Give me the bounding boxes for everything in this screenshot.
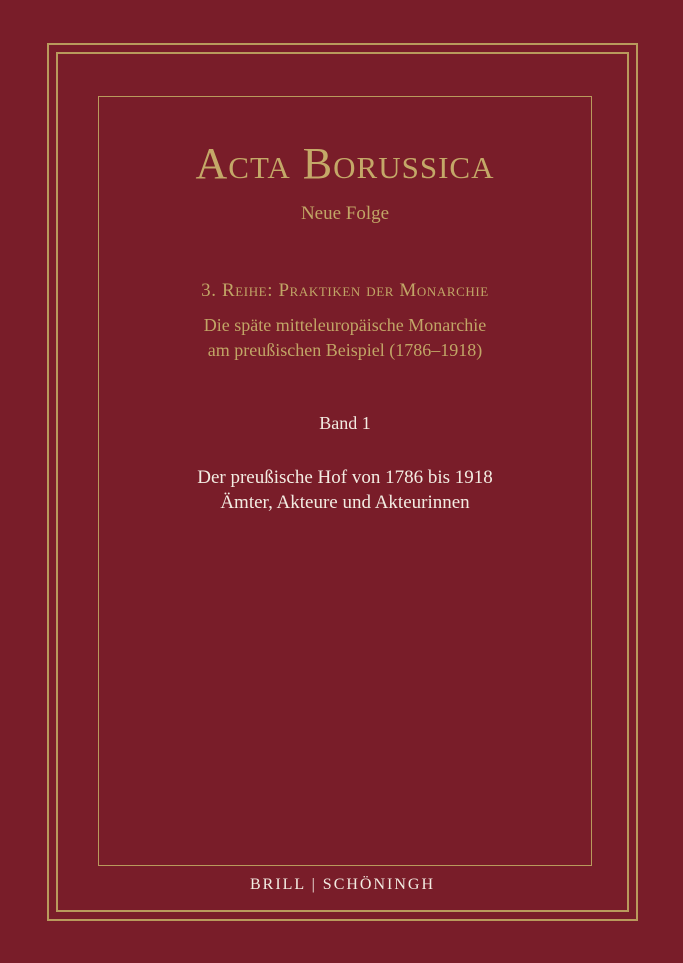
book-title-line1: Der preußische Hof von 1786 bis 1918 [197, 467, 493, 488]
series-title: Acta Borussica [195, 139, 495, 188]
series-subtitle: Neue Folge [300, 203, 390, 224]
reihe-subtitle-line1: Die späte mitteleuropäische Monarchie [203, 315, 487, 335]
reihe-title: 3. Reihe: Praktiken der Monarchie [201, 280, 489, 301]
publisher-name: BRILL | SCHÖNINGH [249, 876, 436, 893]
volume-number: Band 1 [319, 413, 371, 433]
book-title-line2: Ämter, Akteure und Akteurinnen [220, 492, 470, 513]
reihe-subtitle-line2: am preußischen Beispiel (1786–1918) [207, 340, 483, 360]
